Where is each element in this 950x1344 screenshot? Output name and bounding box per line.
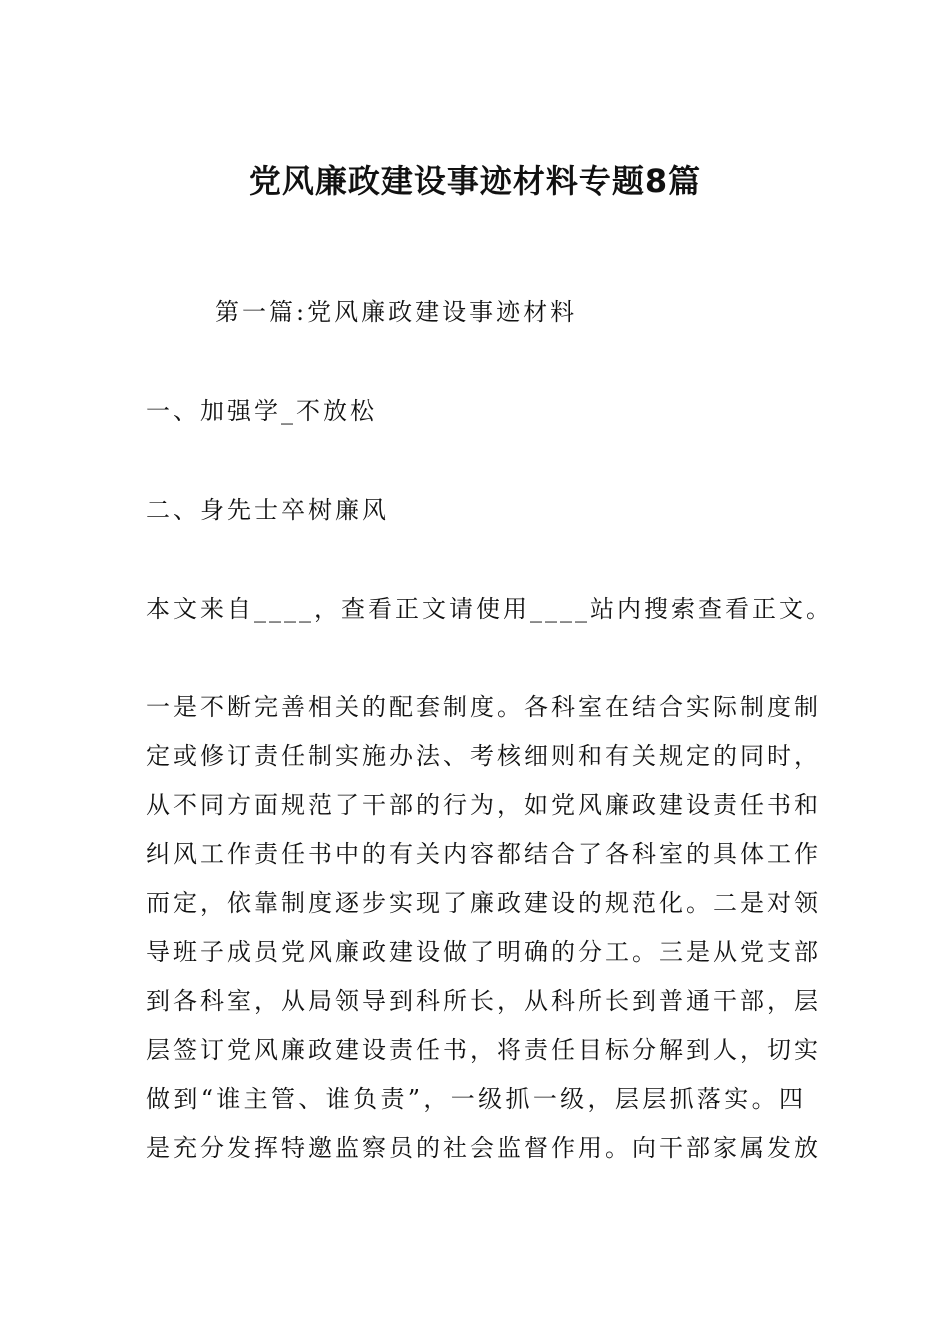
body-line: 纠风工作责任书中的有关内容都结合了各科室的具体工作	[146, 840, 821, 868]
body-line: 导班子成员党风廉政建设做了明确的分工。三是从党支部	[146, 938, 821, 966]
body-line: 到各科室，从局领导到科所长，从科所长到普通干部，层	[146, 987, 821, 1015]
source-note: 本文来自____，查看正文请使用____站内搜索查看正文。	[146, 595, 833, 623]
body-paragraph	[146, 691, 821, 1181]
document-title: 党风廉政建设事迹材料专题8篇	[248, 162, 702, 200]
body-line: 从不同方面规范了干部的行为，如党风廉政建设责任书和	[146, 791, 821, 819]
body-line: 一是不断完善相关的配套制度。各科室在结合实际制度制	[146, 693, 821, 721]
body-line: 是充分发挥特邀监察员的社会监督作用。向干部家属发放	[146, 1134, 821, 1162]
body-line: 而定，依靠制度逐步实现了廉政建设的规范化。二是对领	[146, 889, 821, 917]
section-heading-1: 一、加强学_不放松	[146, 397, 377, 425]
body-line: 层签订党风廉政建设责任书，将责任目标分解到人，切实	[146, 1036, 821, 1064]
body-line: 做到“谁主管、谁负责”，一级抓一级，层层抓落实。四	[146, 1085, 806, 1113]
body-line: 定或修订责任制实施办法、考核细则和有关规定的同时，	[146, 742, 821, 770]
chapter-subtitle: 第一篇:党风廉政建设事迹材料	[215, 298, 578, 326]
section-heading-2: 二、身先士卒树廉风	[146, 496, 389, 524]
